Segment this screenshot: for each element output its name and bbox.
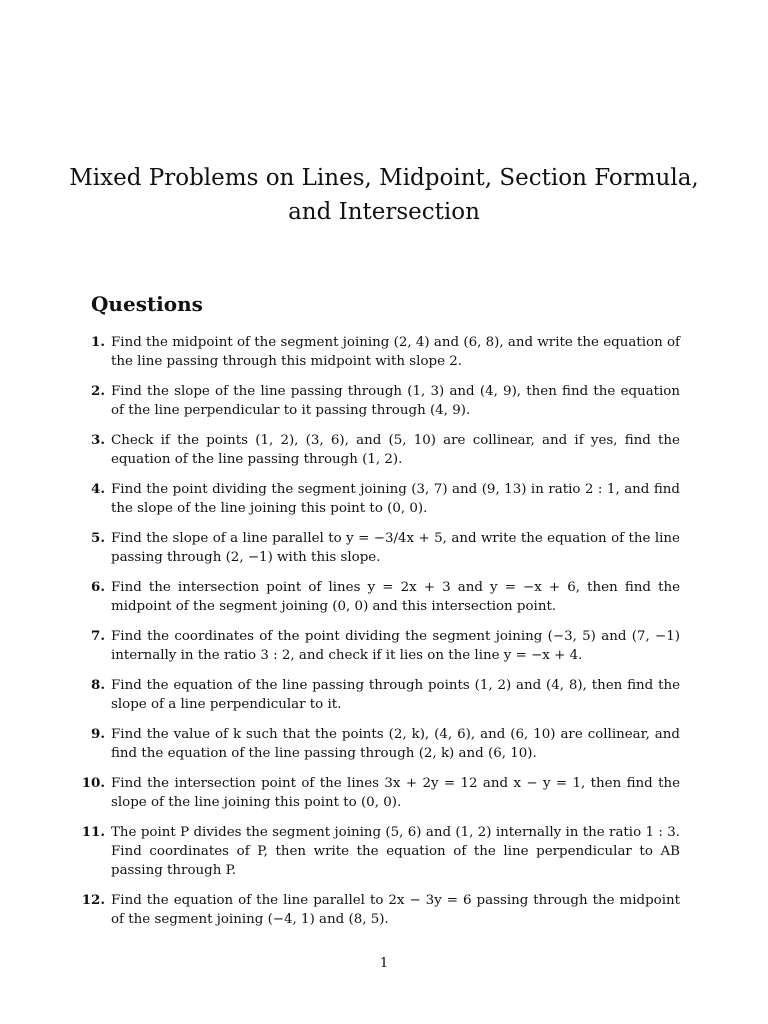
question-item [80, 725, 680, 764]
question-text: Find the equation of the line passing through points (1, 2) and (4, 8), then find the slope of a line perpendicular to it. [111, 677, 680, 713]
question-number: 4. [91, 480, 105, 497]
question-text: Check if the points (1, 2), (3, 6), and (5, 10) are collinear, and if yes, find the equation of the line passing through (1, 2). [111, 432, 680, 468]
question-text: Find the intersection point of lines y = 2x + 3 and y = −x + 6, then find the midpoint of the segment joining (0, 0) and this intersection point. [111, 579, 680, 615]
title-line-2: and Intersection [288, 199, 480, 226]
question-item [80, 382, 680, 421]
question-item [80, 891, 680, 930]
question-number: 12. [81, 892, 105, 909]
question-number: 10. [81, 774, 105, 791]
question-item [80, 431, 680, 470]
question-item [80, 578, 680, 617]
question-item [80, 676, 680, 715]
question-number: 9. [91, 725, 105, 742]
question-number: 11. [81, 823, 105, 840]
section-heading: Questions [91, 292, 203, 316]
question-text: Find the equation of the line parallel to 2x − 3y = 6 passing through the midpoint of the segment joining (−4, 1) and (8, 5). [111, 893, 680, 928]
title-line-1: Mixed Problems on Lines, Midpoint, Section Formula, [69, 165, 699, 192]
question-text: Find the intersection point of the lines 3x + 2y = 12 and x − y = 1, then find the slope of the line joining this point to (0, 0). [111, 775, 680, 811]
question-number: 6. [91, 578, 105, 595]
questions-list [80, 333, 680, 940]
question-text: Find the slope of the line passing through (1, 3) and (4, 9), then find the equation of the line perpendicular to it passing through (4, 9). [111, 383, 680, 419]
document-title [0, 161, 768, 229]
question-item [80, 774, 680, 813]
question-text: Find the midpoint of the segment joining (2, 4) and (6, 8), and write the equation of the line passing through this midpoint with slope 2. [111, 335, 680, 370]
question-item [80, 529, 680, 568]
question-number: 1. [91, 334, 105, 350]
page-number: 1 [379, 956, 389, 971]
question-number: 2. [91, 382, 105, 399]
question-text: Find the value of k such that the points (2, k), (4, 6), and (6, 10) are collinear, and find the equation of the line passing through (2, k) and (6, 10). [111, 726, 680, 762]
question-item [80, 627, 680, 666]
question-text: Find the slope of a line parallel to y = −3/4x + 5, and write the equation of the line passing through (2, −1) with this slope. [111, 530, 680, 566]
question-number: 5. [91, 529, 105, 546]
question-number: 8. [91, 676, 105, 693]
question-item [80, 823, 680, 881]
question-text: Find the point dividing the segment joining (3, 7) and (9, 13) in ratio 2 : 1, and find the slope of the line joining this point to (0, 0). [111, 481, 680, 517]
question-number: 3. [91, 431, 105, 448]
question-number: 7. [91, 627, 105, 644]
question-text: Find the coordinates of the point dividing the segment joining (−3, 5) and (7, −1) internally in the ratio 3 : 2, and check if it lies on the line y = −x + 4. [111, 628, 680, 664]
question-item [80, 480, 680, 519]
question-text: The point P divides the segment joining (5, 6) and (1, 2) internally in the ratio 1 : 3. Find coordinates of P, then write the equation of the line perpendicular to AB passing through P. [111, 824, 680, 879]
question-item [80, 333, 680, 372]
